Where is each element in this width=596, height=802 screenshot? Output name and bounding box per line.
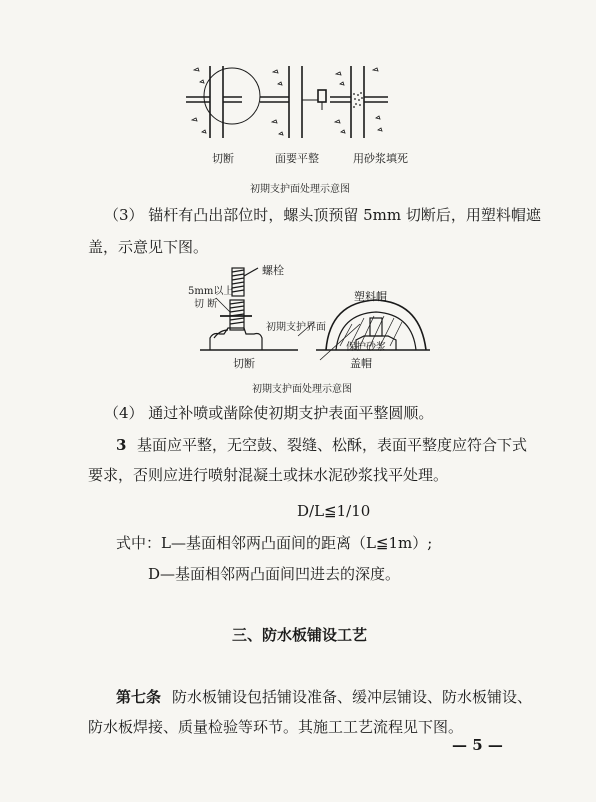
figure2-label-mortar: 保护砂浆 — [346, 342, 386, 353]
figure2-label-5mm-line2: 切 断 — [194, 299, 218, 310]
section-title: 三、防水板铺设工艺 — [232, 626, 368, 644]
article7-line2: 防水板焊接、质量检验等环节。其施工工艺流程见下图。 — [88, 718, 464, 736]
figure1-label-mortar: 用砂浆填死 — [353, 152, 408, 165]
clause3-line2: 要求，否则应进行喷射混凝土或抹水泥砂浆找平处理。 — [88, 466, 449, 484]
page-number: — 5 — — [452, 736, 503, 754]
where-line1: 式中：L—基面相邻两凸面间的距离（L≦1m）; — [116, 534, 433, 552]
figure2-label-cover: 盖帽 — [350, 357, 372, 370]
figure2-diagram — [180, 258, 440, 368]
figure2-label-5mm-line1: 5mm以上 — [188, 286, 234, 297]
figure1-label-cut: 切断 — [212, 152, 234, 165]
item3-line1: （3） 锚杆有凸出部位时，螺头顶预留 5mm 切断后，用塑料帽遮 — [104, 206, 541, 224]
item3-line2: 盖，示意见下图。 — [88, 238, 209, 256]
article7-line1: 防水板铺设包括铺设准备、缓冲层铺设、防水板铺设、 — [172, 688, 533, 706]
item4-text: （4） 通过补喷或凿除使初期支护表面平整圆顺。 — [104, 404, 434, 422]
article7-label: 第七条 — [116, 688, 162, 706]
figure2-label-interface: 初期支护界面 — [266, 322, 326, 333]
figure2-label-cap: 塑料帽 — [354, 290, 387, 303]
figure2-caption: 初期支护面处理示意图 — [252, 384, 352, 395]
where-line2: D—基面相邻两凸面间凹进去的深度。 — [148, 565, 401, 583]
clause3-line1: 基面应平整，无空鼓、裂缝、松酥，表面平整度应符合下式 — [137, 436, 528, 454]
figure2-label-bolt: 螺栓 — [262, 264, 284, 277]
figure1-label-flat: 面要平整 — [275, 152, 319, 165]
figure2-label-cut: 切断 — [233, 357, 255, 370]
formula: D/L≦1/10 — [297, 502, 371, 520]
figure1-caption: 初期支护面处理示意图 — [250, 184, 350, 195]
clause3-number: 3 — [116, 436, 127, 454]
